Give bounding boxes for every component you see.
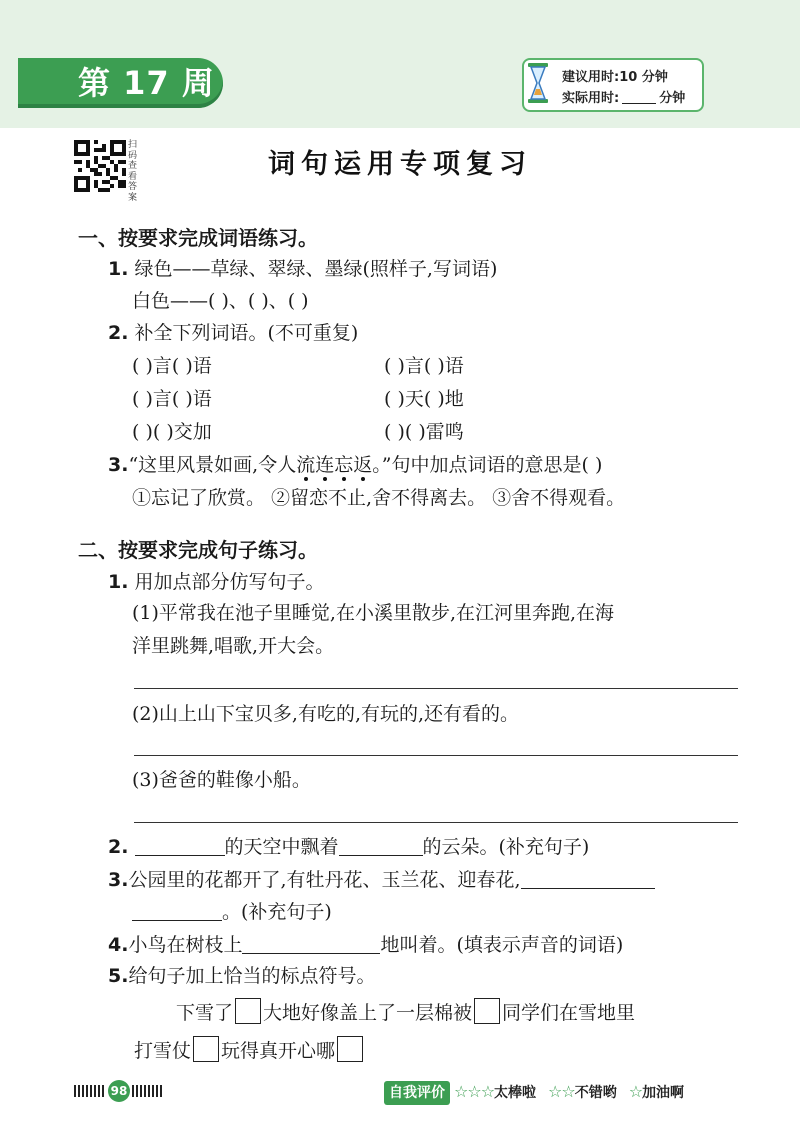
punct-box-2[interactable] bbox=[474, 998, 500, 1024]
star-icon-group-3[interactable]: ☆☆☆ bbox=[454, 1082, 495, 1101]
self-eval-label: 自我评价 bbox=[384, 1081, 450, 1105]
s2-q2: 2. 的天空中飘着 的云朵。(补充句子) bbox=[108, 836, 590, 858]
hourglass-icon bbox=[526, 62, 550, 104]
s2-q5-line2: 打雪仗 玩得真开心哪 bbox=[134, 1036, 365, 1065]
barcode-stripe-left bbox=[74, 1085, 106, 1097]
s1-q2-row3b[interactable]: ( )( )雷鸣 bbox=[384, 421, 464, 443]
s1-q2: 2. 补全下列词语。(不可重复) bbox=[108, 322, 359, 344]
s1-q3-options[interactable]: ①忘记了欣赏。 ②留恋不止,舍不得离去。 ③舍不得观看。 bbox=[132, 487, 626, 509]
qr-caption: 扫码查看答案 bbox=[128, 140, 138, 203]
star-icon-group-1[interactable]: ☆ bbox=[628, 1082, 643, 1101]
s2-q5-line1: 下雪了 大地好像盖上了一层棉被 同学们在雪地里 bbox=[176, 998, 635, 1027]
s2-q3-cont: 。(补充句子) bbox=[132, 898, 332, 926]
s1-q2-row3a[interactable]: ( )( )交加 bbox=[132, 421, 212, 443]
answer-line-2[interactable] bbox=[134, 755, 738, 756]
s2-q1: 1. 用加点部分仿写句子。 bbox=[108, 571, 325, 593]
suggested-time: 建议用时:10 分钟 bbox=[562, 70, 668, 85]
barcode-stripe-right bbox=[132, 1085, 164, 1097]
s2-q1-s1-line1: (1)平常我在池子里睡觉,在小溪里散步,在江河里奔跑,在海 bbox=[132, 602, 615, 624]
punct-box-1[interactable] bbox=[235, 998, 261, 1024]
self-evaluation bbox=[384, 1080, 684, 1104]
s1-q2-row2b[interactable]: ( )天( )地 bbox=[384, 388, 464, 410]
eval-great: 太棒啦 bbox=[494, 1085, 537, 1101]
blank-flowers-2[interactable] bbox=[132, 900, 222, 921]
s1-q1: 1. 绿色——草绿、翠绿、墨绿(照样子,写词语) bbox=[108, 258, 498, 280]
s2-q1-s1-line2: 洋里跳舞,唱歌,开大会。 bbox=[132, 635, 335, 657]
s2-q4: 4.小鸟在树枝上 地叫着。(填表示声音的词语) bbox=[108, 934, 624, 956]
answer-line-3[interactable] bbox=[134, 822, 738, 823]
eval-try: 加油啊 bbox=[642, 1085, 685, 1101]
s1-q2-row1b[interactable]: ( )言( )语 bbox=[384, 355, 464, 377]
answer-line-1[interactable] bbox=[134, 688, 738, 689]
blank-sky[interactable] bbox=[135, 835, 225, 856]
s2-q3: 3.公园里的花都开了,有牡丹花、玉兰花、迎春花, bbox=[108, 866, 655, 894]
punct-box-3[interactable] bbox=[193, 1036, 219, 1062]
actual-time-blank[interactable] bbox=[622, 89, 656, 104]
s2-q1-s2: (2)山上山下宝贝多,有吃的,有玩的,还有看的。 bbox=[132, 703, 520, 725]
week-label: 第 17 周 bbox=[78, 64, 215, 102]
page-number-badge bbox=[72, 1080, 164, 1102]
section1-heading: 一、按要求完成词语练习。 bbox=[78, 226, 318, 250]
blank-cloud[interactable] bbox=[339, 835, 423, 856]
s1-q2-row2a[interactable]: ( )言( )语 bbox=[132, 388, 212, 410]
section2-heading: 二、按要求完成句子练习。 bbox=[78, 538, 318, 562]
actual-time: 实际用时: 分钟 bbox=[562, 91, 686, 106]
page-number: 98 bbox=[108, 1080, 130, 1102]
star-icon-group-2[interactable]: ☆☆ bbox=[548, 1082, 575, 1101]
blank-flowers[interactable] bbox=[521, 868, 655, 889]
s1-q1-answer[interactable]: 白色——( )、( )、( ) bbox=[132, 290, 309, 312]
s2-q5: 5.给句子加上恰当的标点符号。 bbox=[108, 965, 376, 987]
s1-q2-row1a[interactable]: ( )言( )语 bbox=[132, 355, 212, 377]
s2-q1-s3: (3)爸爸的鞋像小船。 bbox=[132, 769, 311, 791]
eval-good: 不错哟 bbox=[574, 1085, 617, 1101]
s1-q3: 3.“这里风景如画,令人流连忘返。”句中加点词语的意思是( ) bbox=[108, 454, 603, 476]
punct-box-4[interactable] bbox=[337, 1036, 363, 1062]
page-title: 词句运用专项复习 bbox=[268, 149, 532, 180]
blank-sound[interactable] bbox=[242, 933, 380, 954]
